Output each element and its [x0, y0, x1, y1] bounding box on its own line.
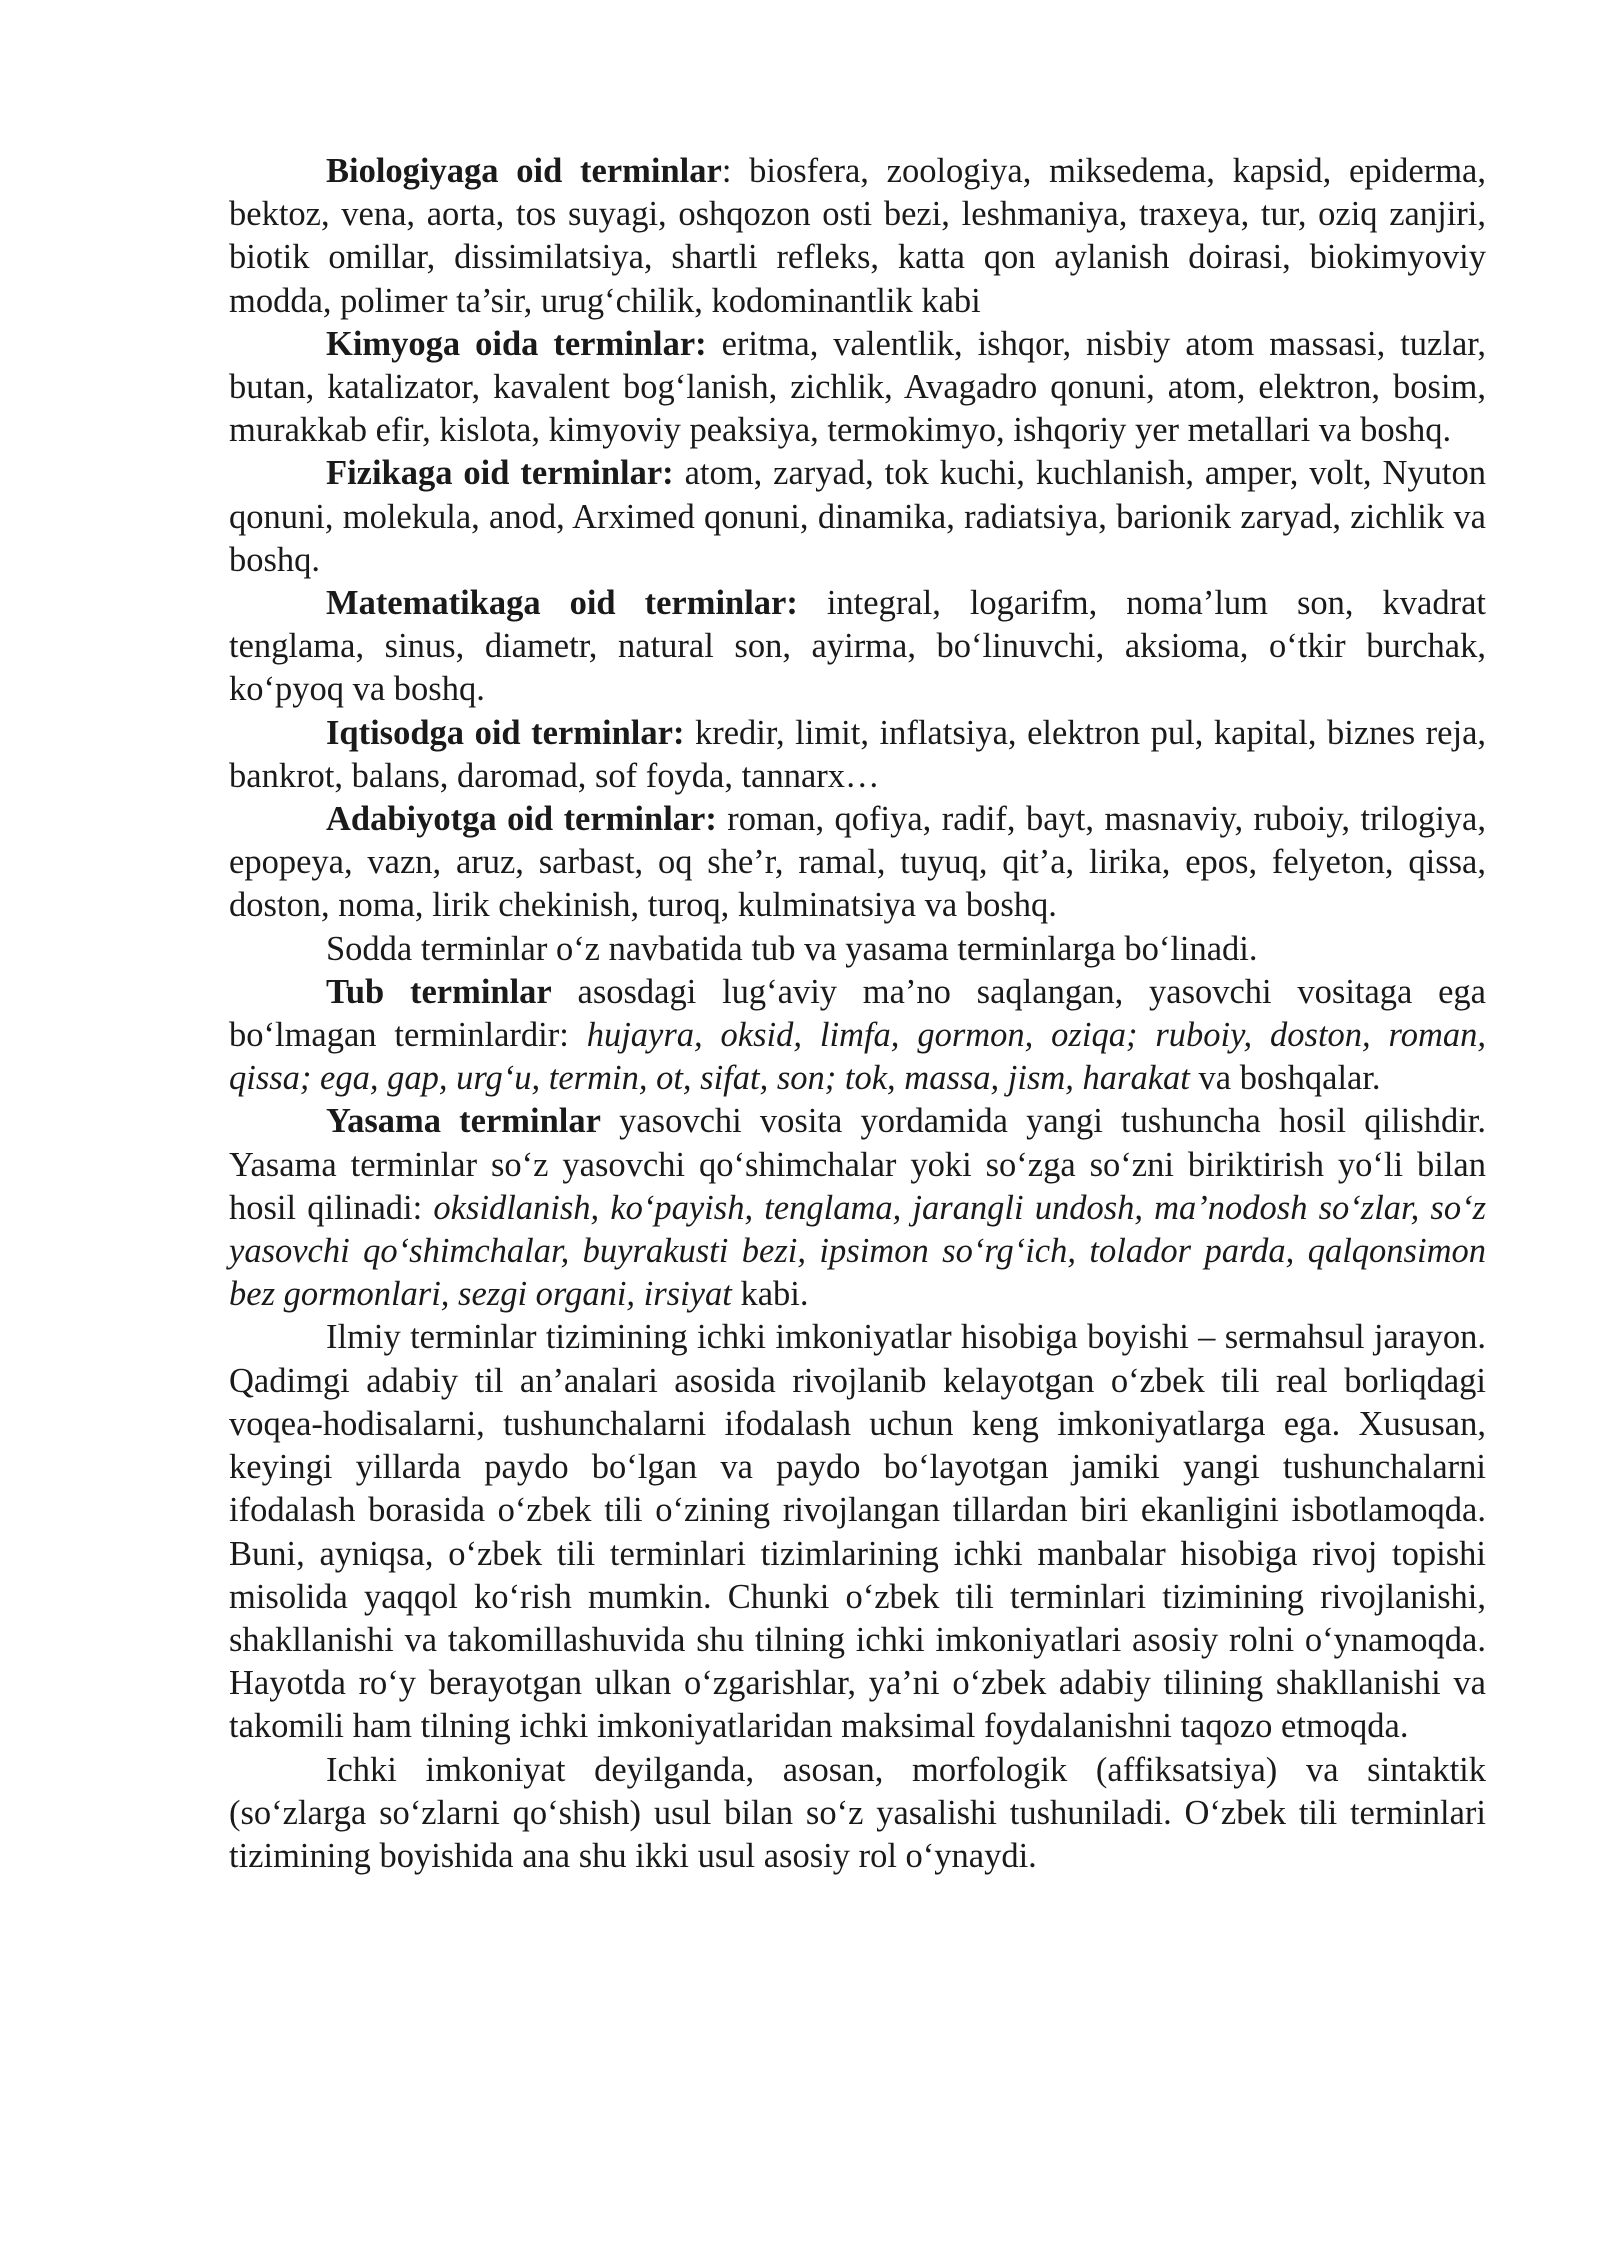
heading-physics: Fizikaga oid terminlar:: [326, 454, 674, 493]
text-enrichment: Ilmiy terminlar tizimining ichki imkoniyatlar hisobiga boyishi – sermahsul jarayon. Qadimgi adabiy til an’analari asosida rivojlanib kelayotgan oʻzbek tili real borliqdagi voqea-hodisalarni, tushunchalarni ifodalash uchun keng imkoniyatlarga ega. Xususan, keyingi yillarda paydo boʻlgan va paydo boʻlayotgan jamiki yangi tushunchalarni ifodalash borasida oʻzbek tili oʻzining rivojlangan tillardan biri ekanligini isbotlamoqda. Buni, ayniqsa, oʻzbek tili terminlari tizimlarining ichki manbalar hisobiga rivoj topishi misolida yaqqol koʻrish mumkin. Chunki oʻzbek tili terminlari tizimining rivojlanishi, shakllanishi va takomillashuvida shu tilning ichki imkoniyatlari asosiy rolni oʻynamoqda. Hayotda roʻy berayotgan ulkan oʻzgarishlar, ya’ni oʻzbek adabiy tilining shakllanishi va takomili ham tilning ichki imkoniyatlaridan maksimal foydalanishni taqozo etmoqda.: [229, 1318, 1486, 1746]
text-biology: : biosfera, zoologiya, miksedema, kapsid, epiderma, bektoz, vena, aorta, tos suyagi, oshqozon osti bezi, leshmaniya, traxeya, tur, oziq zanjiri, biotik omillar, dissimilatsiya, shartli refleks, katta qon aylanish doirasi, biokimyoviy modda, polimer ta’sir, urugʻchilik, kodominantlik kabi: [229, 152, 1486, 320]
paragraph-enrichment: [229, 1316, 1486, 1748]
heading-derived-terms: Yasama terminlar: [326, 1102, 601, 1141]
paragraph-physics: [229, 452, 1486, 582]
paragraph-literature: [229, 798, 1486, 928]
text-derived-terms-end: kabi.: [731, 1275, 809, 1314]
paragraph-internal-possibility: [229, 1749, 1486, 1879]
paragraph-simple-terms: [229, 928, 1486, 971]
heading-math: Matematikaga oid terminlar:: [326, 584, 798, 623]
paragraph-math: [229, 582, 1486, 712]
text-math: integral, logarifm, noma’lum son, kvadrat tenglama, sinus, diametr, natural son, ayirma, boʻlinuvchi, aksioma, oʻtkir burchak, koʻpyoq va boshq.: [229, 584, 1486, 709]
paragraph-root-terms: [229, 971, 1486, 1101]
paragraph-chemistry: [229, 323, 1486, 453]
heading-chemistry: Kimyoga oida terminlar:: [326, 324, 707, 363]
text-root-terms-end: va boshqalar.: [1189, 1059, 1381, 1098]
text-literature: roman, qofiya, radif, bayt, masnaviy, ruboiy, trilogiya, epopeya, vazn, aruz, sarbast, oq she’r, ramal, tuyuq, qit’a, lirika, epos, felyeton, qissa, doston, noma, lirik chekinish, turoq, kulminatsiya va boshq.: [229, 800, 1486, 925]
heading-literature: Adabiyotga oid terminlar:: [326, 800, 717, 839]
paragraph-biology: [229, 150, 1486, 323]
document-page: [229, 150, 1486, 1878]
examples-derived-terms: oksidlanish, koʻpayish, tenglama, jarangli undosh, ma’nodosh soʻzlar, soʻz yasovchi qoʻshimchalar, buyrakusti bezi, ipsimon soʻrgʻich, tolador parda, qalqonsimon bez gormonlari, sezgi organi, irsiyat: [229, 1188, 1486, 1314]
text-physics: atom, zaryad, tok kuchi, kuchlanish, amper, volt, Nyuton qonuni, molekula, anod, Arximed qonuni, dinamika, radiatsiya, barionik zaryad, zichlik va boshq.: [229, 454, 1486, 579]
paragraph-derived-terms: [229, 1100, 1486, 1316]
text-root-terms: asosdagi lugʻaviy ma’no saqlangan, yasovchi vositaga ega boʻlmagan terminlardir:: [229, 972, 1486, 1055]
text-chemistry: eritma, valentlik, ishqor, nisbiy atom massasi, tuzlar, butan, katalizator, kavalent bogʻlanish, zichlik, Avagadro qonuni, atom, elektron, bosim, murakkab efir, kislota, kimyoviy peaksiya, termokimyo, ishqoriy yer metallari va boshq.: [229, 324, 1486, 450]
heading-economics: Iqtisodga oid terminlar:: [326, 713, 685, 752]
text-simple-terms: Sodda terminlar oʻz navbatida tub va yasama terminlarga boʻlinadi.: [326, 929, 1258, 968]
paragraph-economics: [229, 712, 1486, 798]
examples-root-terms: hujayra, oksid, limfa, gormon, oziqa; ruboiy, doston, roman, qissa; ega, gap, urgʻu, termin, ot, sifat, son; tok, massa, jism, harakat: [229, 1016, 1486, 1098]
heading-root-terms: Tub terminlar: [326, 972, 552, 1011]
heading-biology: Biologiyaga oid terminlar: [326, 152, 722, 190]
text-internal-possibility: Ichki imkoniyat deyilganda, asosan, morfologik (affiksatsiya) va sintaktik (soʻzlarga soʻzlarni qoʻshish) usul bilan soʻz yasalishi tushuniladi. Oʻzbek tili terminlari tizimining boyishida ana shu ikki usul asosiy rol oʻynaydi.: [229, 1750, 1486, 1875]
text-derived-terms: yasovchi vosita yordamida yangi tushuncha hosil qilishdir. Yasama terminlar soʻz yasovchi qoʻshimchalar yoki soʻzga soʻzni biriktirish yoʻli bilan hosil qilinadi:: [229, 1102, 1486, 1227]
text-economics: kredir, limit, inflatsiya, elektron pul, kapital, biznes reja, bankrot, balans, daromad, sof foyda, tannarx…: [229, 713, 1487, 795]
